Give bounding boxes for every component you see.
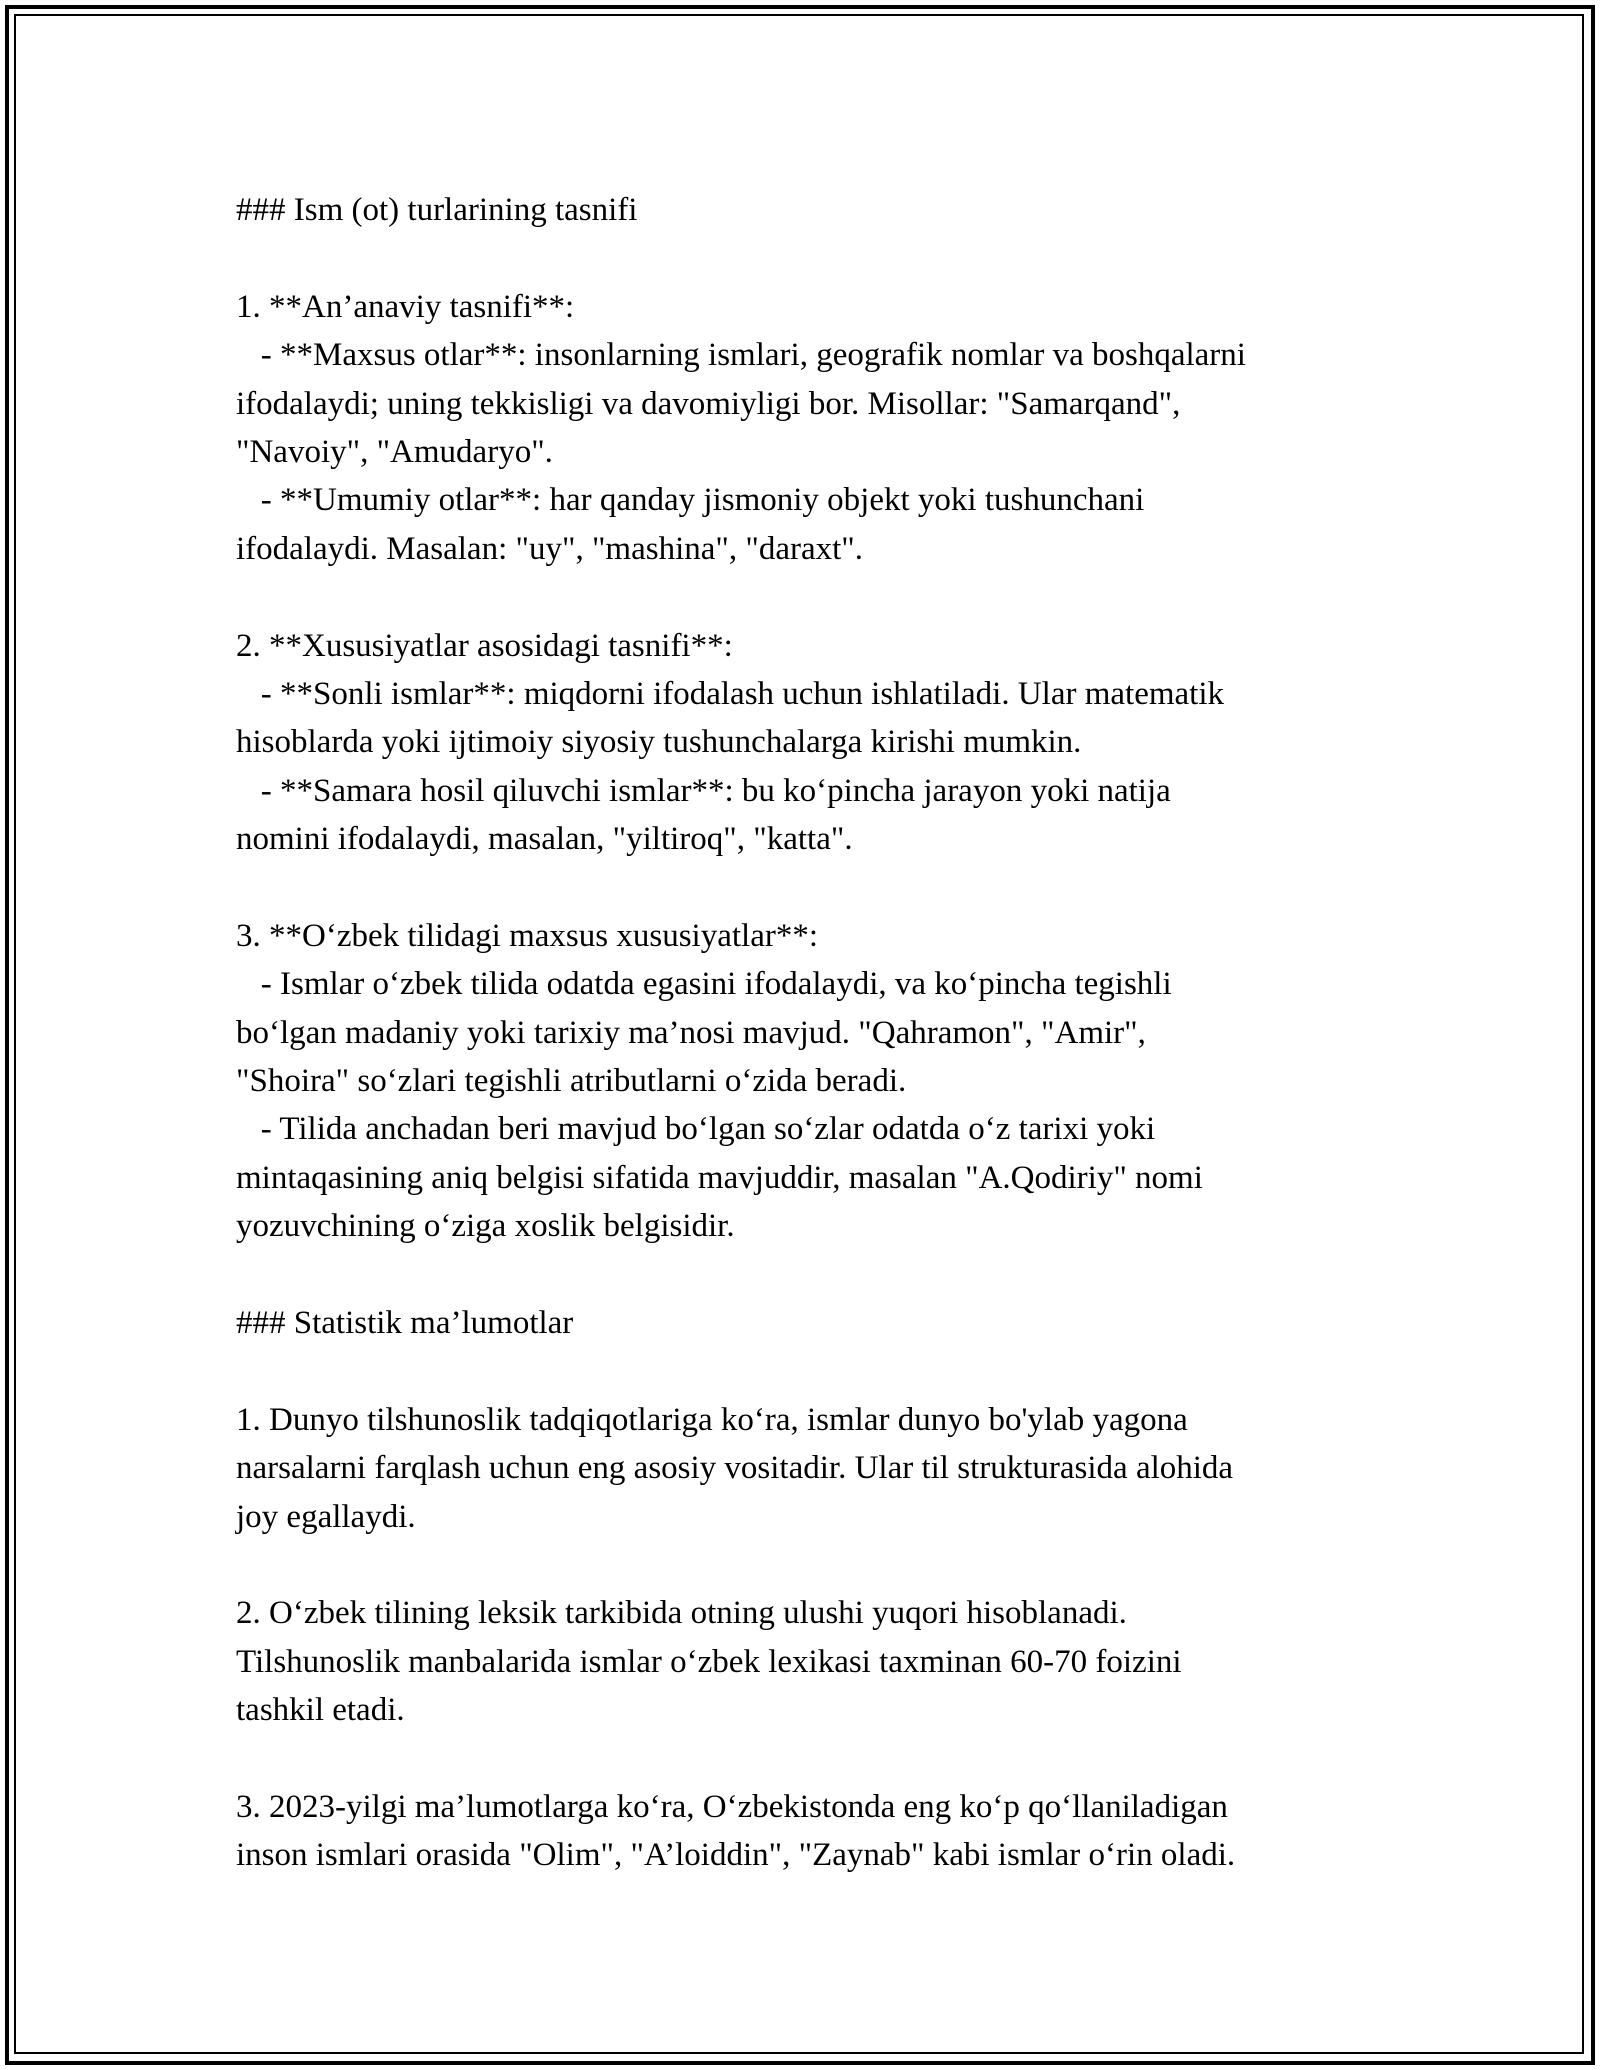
stat-item-1-cont: joy egallaydi.: [236, 1498, 416, 1535]
sub-item-sonli-ismlar-cont: hisoblarda yoki ijtimoiy siyosiy tushunchalarga kirishi mumkin.: [236, 724, 1082, 761]
sub-item-ismlar-egasi-cont: "Shoira" soʻzlari tegishli atributlarni oʻzida beradi.: [236, 1063, 907, 1100]
sub-item-ismlar-egasi: - Ismlar oʻzbek tilida odatda egasini ifodalaydi, va koʻpincha tegishli: [236, 966, 1172, 1003]
stat-item-3: 3. 2023-yilgi ma’lumotlarga koʻra, Oʻzbekistonda eng koʻp qoʻllaniladigan: [236, 1788, 1228, 1825]
sub-item-umumiy-otlar-cont: ifodalaydi. Masalan: "uy", "mashina", "daraxt".: [236, 530, 863, 567]
sub-item-samara-hosil-cont: nomini ifodalaydi, masalan, "yiltiroq", "katta".: [236, 821, 853, 858]
sub-item-maxsus-otlar-cont: "Navoiy", "Amudaryo".: [236, 433, 553, 470]
sub-item-umumiy-otlar: - **Umumiy otlar**: har qanday jismoniy objekt yoki tushunchani: [236, 482, 1145, 519]
sub-item-tilida-anchadan: - Tilida anchadan beri mavjud boʻlgan soʻzlar odatda oʻz tarixi yoki: [236, 1111, 1156, 1148]
stat-item-2: 2. Oʻzbek tilining leksik tarkibida otning ulushi yuqori hisoblanadi.: [236, 1595, 1127, 1632]
blank-line: [236, 1251, 1376, 1299]
blank-line: [236, 573, 1376, 621]
sub-item-samara-hosil: - **Samara hosil qiluvchi ismlar**: bu koʻpincha jarayon yoki natija: [236, 772, 1171, 809]
blank-line: [236, 863, 1376, 911]
document-body: [236, 186, 1376, 1880]
sub-item-tilida-anchadan-cont: yozuvchining oʻziga xoslik belgisidir.: [236, 1208, 735, 1245]
sub-item-maxsus-otlar: - **Maxsus otlar**: insonlarning ismlari, geografik nomlar va boshqalarni: [236, 337, 1246, 374]
stat-item-3-cont: inson ismlari orasida "Olim", "A’loiddin", "Zaynab" kabi ismlar oʻrin oladi.: [236, 1837, 1236, 1874]
sub-item-sonli-ismlar: - **Sonli ismlar**: miqdorni ifodalash uchun ishlatiladi. Ular matematik: [236, 675, 1225, 712]
stat-item-2-cont: tashkil etadi.: [236, 1692, 405, 1729]
sub-item-tilida-anchadan-cont: mintaqasining aniq belgisi sifatida mavjuddir, masalan "A.Qodiriy" nomi: [236, 1159, 1203, 1196]
sub-item-ismlar-egasi-cont: boʻlgan madaniy yoki tarixiy ma’nosi mavjud. "Qahramon", "Amir",: [236, 1014, 1146, 1051]
sub-item-maxsus-otlar-cont: ifodalaydi; uning tekkisligi va davomiyligi bor. Misollar: "Samarqand",: [236, 385, 1181, 422]
blank-line: [236, 1735, 1376, 1783]
heading-statistik: ### Statistik ma’lumotlar: [236, 1304, 574, 1341]
blank-line: [236, 234, 1376, 282]
list-item-ozbek-xususiyatlar: 3. **Oʻzbek tilidagi maxsus xususiyatlar**:: [236, 917, 818, 954]
blank-line: [236, 1347, 1376, 1395]
stat-item-1-cont: narsalarni farqlash uchun eng asosiy vositadir. Ular til strukturasida alohida: [236, 1450, 1234, 1487]
stat-item-1: 1. Dunyo tilshunoslik tadqiqotlariga koʻra, ismlar dunyo bo'ylab yagona: [236, 1401, 1188, 1438]
heading-ism-turlari: ### Ism (ot) turlarining tasnifi: [236, 192, 638, 228]
list-item-ananaviy: 1. **An’anaviy tasnifi**:: [236, 288, 575, 325]
stat-item-2-cont: Tilshunoslik manbalarida ismlar oʻzbek lexikasi taxminan 60-70 foizini: [236, 1643, 1182, 1680]
blank-line: [236, 1541, 1376, 1589]
list-item-xususiyatlar: 2. **Xususiyatlar asosidagi tasnifi**:: [236, 627, 733, 664]
